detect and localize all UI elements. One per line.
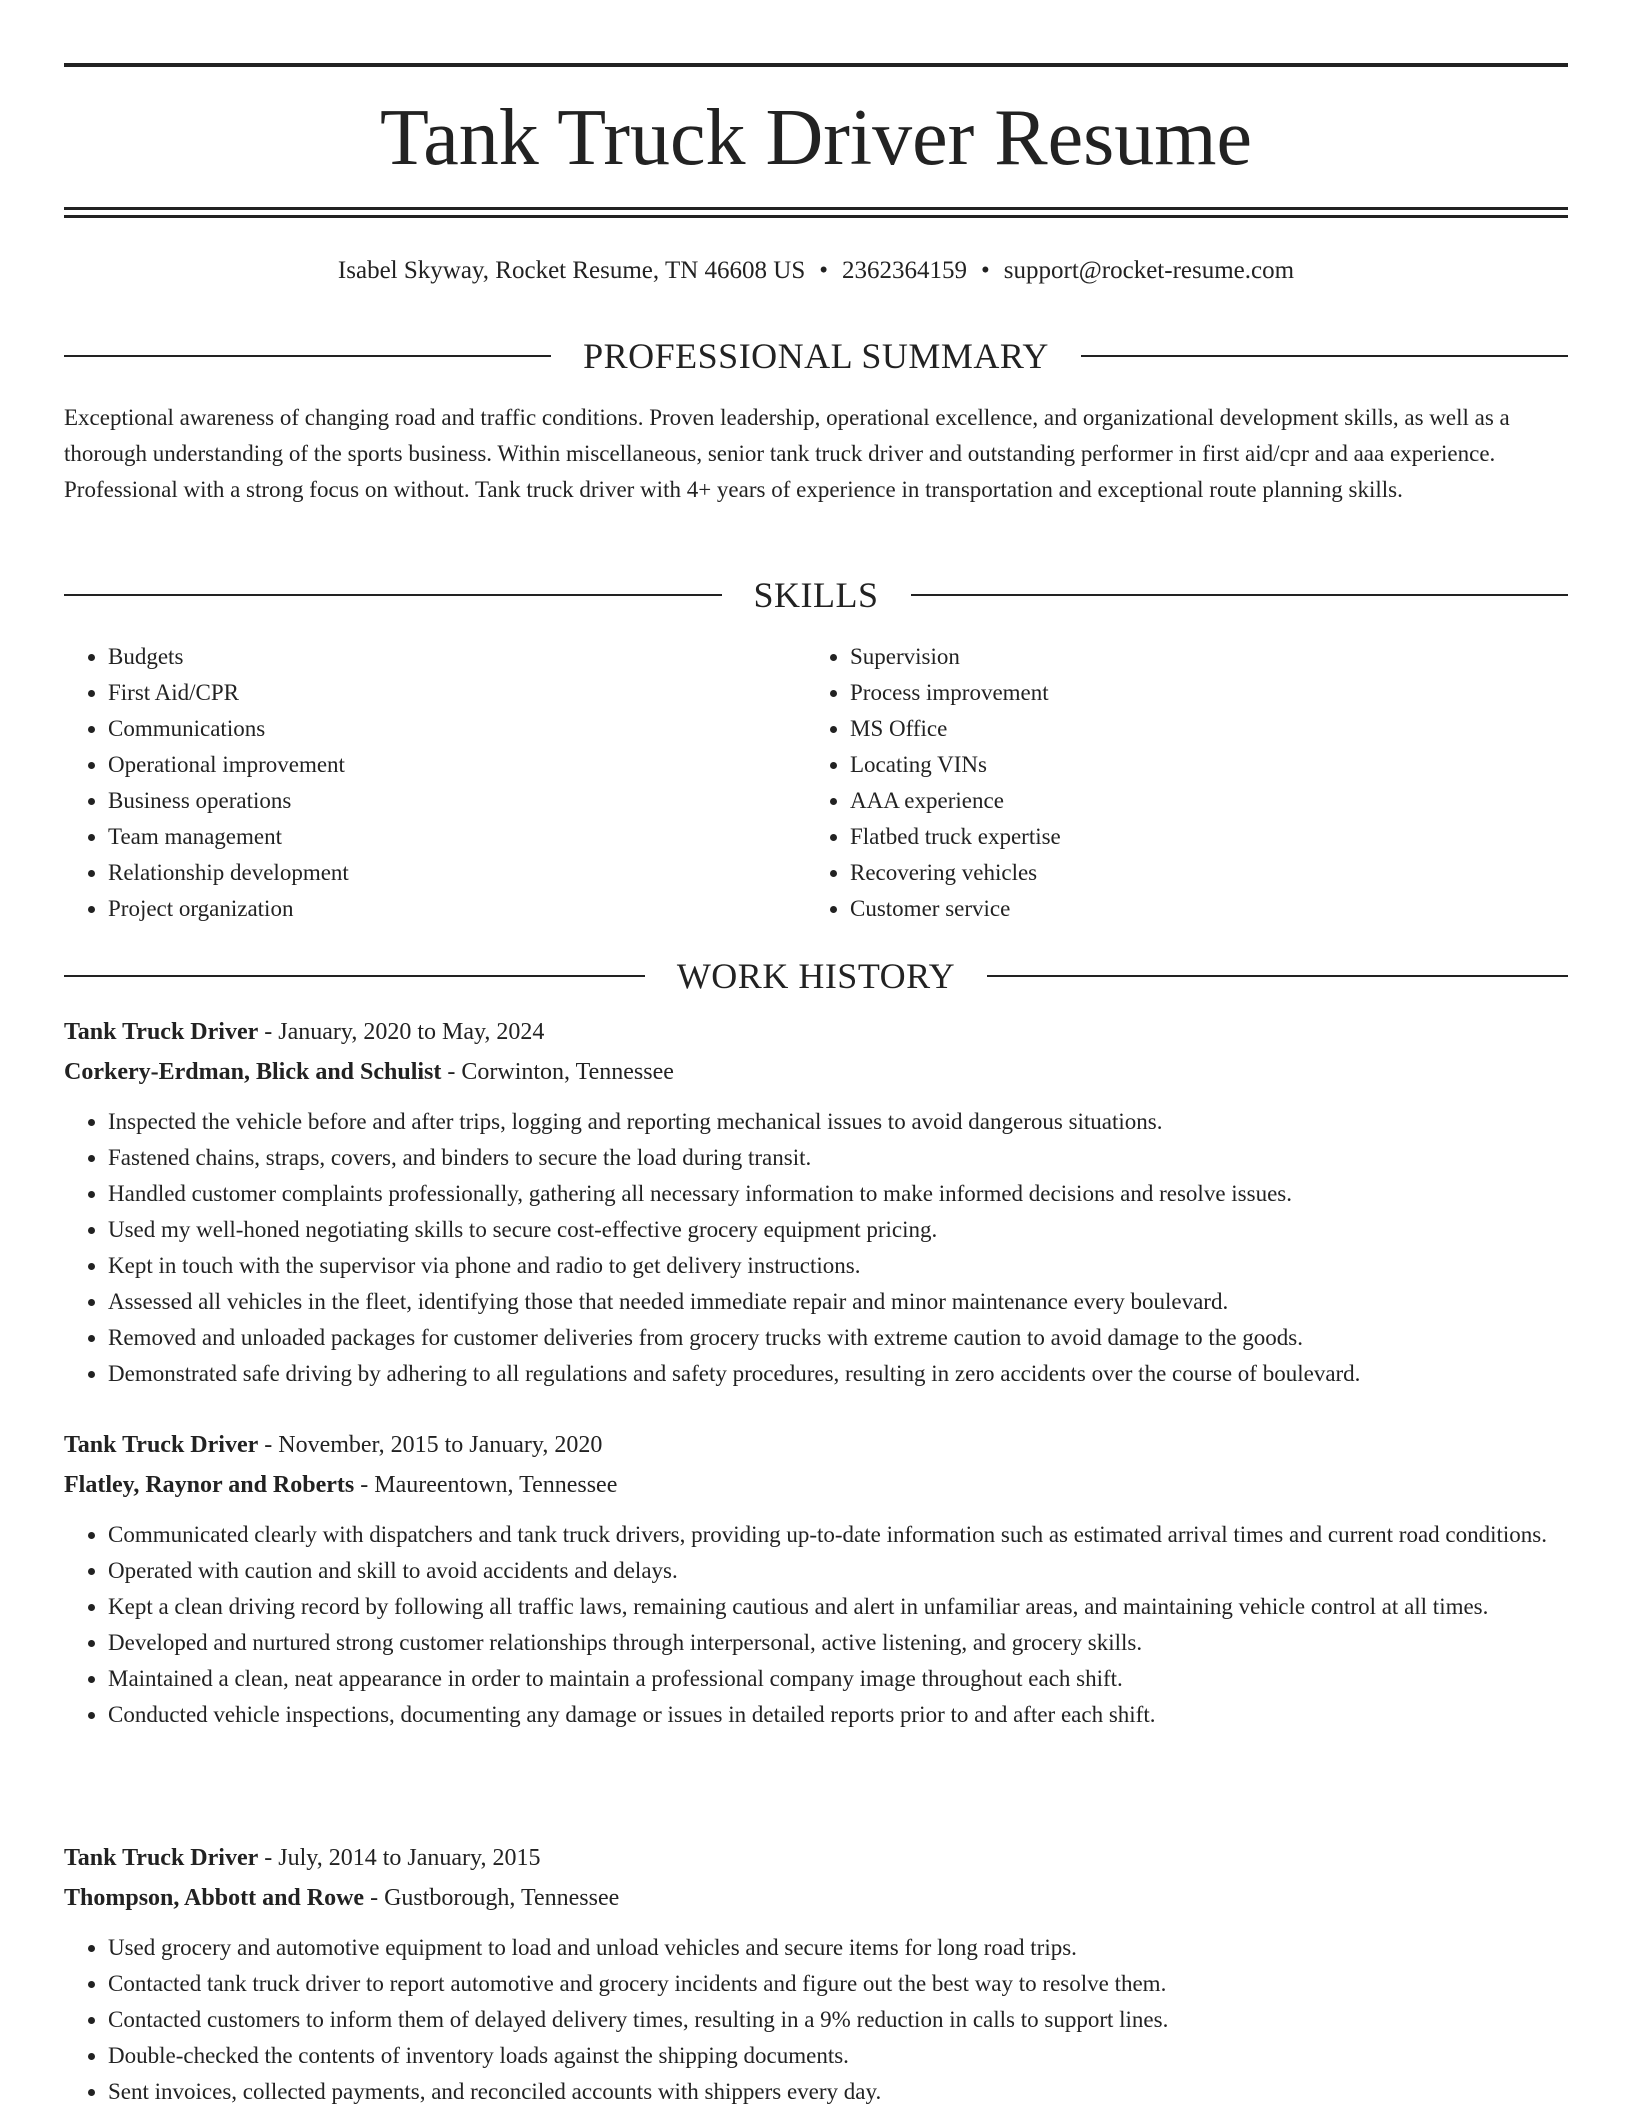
job-company: Corkery-Erdman, Blick and Schulist [64,1059,442,1085]
section-rule-left [64,355,551,357]
job-entry [64,1425,1568,1733]
job-bullet: • Handled customer complaints professionally, gathering all necessary information to make informed decisions and resolve issues. [108,1176,1568,1212]
job-bullets [64,1930,1568,2110]
job-bullet: • Kept a clean driving record by following all traffic laws, remaining cautious and alert in unfamiliar areas, and maintaining vehicle control at all times. [108,1589,1568,1625]
job-bullet: • Used grocery and automotive equipment to load and unload vehicles and secure items for long road trips. [108,1930,1568,1966]
section-rule-right [911,594,1569,596]
summary-heading: PROFESSIONAL SUMMARY [583,336,1049,376]
section-rule-right [1081,355,1568,357]
job-bullet: • Sent invoices, collected payments, and reconciled accounts with shippers every day. [108,2074,1568,2110]
job-company-line [64,1465,1568,1505]
contact-separator: • [981,257,990,284]
job-title-line [64,1425,1568,1465]
skill-item: • First Aid/CPR [108,675,806,711]
skill-item: • Business operations [108,783,806,819]
job-bullet: • Conducted vehicle inspections, documenting any damage or issues in detailed reports prior to and after each shift. [108,1697,1568,1733]
skills-list [64,639,1568,927]
skill-item: • Project organization [108,891,806,927]
job-bullet: • Inspected the vehicle before and after trips, logging and reporting mechanical issues to avoid dangerous situations. [108,1104,1568,1140]
job-dates: - November, 2015 to January, 2020 [258,1432,603,1458]
title-rule-lower [64,215,1568,218]
job-company: Thompson, Abbott and Rowe [64,1885,365,1911]
job-role: Tank Truck Driver [64,1432,259,1458]
job-location: - Maureentown, Tennessee [354,1472,618,1498]
job-title-line [64,1012,1568,1052]
work-section-header [64,954,1568,998]
job-company: Flatley, Raynor and Roberts [64,1472,355,1498]
contact-line [64,254,1568,288]
resume-title: Tank Truck Driver Resume [379,94,1253,182]
skill-item: • Supervision [850,639,1061,675]
job-bullet: • Operated with caution and skill to avoid accidents and delays. [108,1553,1568,1589]
job-entry [64,1838,1568,2110]
skills-column-right [806,639,1061,927]
skill-item: • Locating VINs [850,747,1061,783]
section-rule-left [64,594,722,596]
job-company-line [64,1052,1568,1092]
skill-item: • Relationship development [108,855,806,891]
contact-separator: • [819,257,828,284]
job-role: Tank Truck Driver [64,1019,259,1045]
work-heading: WORK HISTORY [676,956,956,996]
job-bullet: • Communicated clearly with dispatchers and tank truck drivers, providing up-to-date information such as estimated arrival times and current road conditions. [108,1517,1568,1553]
skill-item: • Budgets [108,639,806,675]
section-rule-right [987,975,1568,977]
job-location: - Corwinton, Tennessee [441,1059,674,1085]
skill-item: • Recovering vehicles [850,855,1061,891]
job-role: Tank Truck Driver [64,1845,259,1871]
job-bullet: • Contacted tank truck driver to report automotive and grocery incidents and figure out the best way to resolve them. [108,1966,1568,2002]
job-dates: - January, 2020 to May, 2024 [258,1019,545,1045]
job-dates: - July, 2014 to January, 2015 [258,1845,541,1871]
job-bullet: • Double-checked the contents of inventory loads against the shipping documents. [108,2038,1568,2074]
job-company-line [64,1878,1568,1918]
skill-item: • Process improvement [850,675,1061,711]
skill-item: • AAA experience [850,783,1061,819]
skill-item: • Flatbed truck expertise [850,819,1061,855]
top-rule [64,63,1568,67]
skills-heading: SKILLS [753,575,879,615]
job-bullet: • Kept in touch with the supervisor via phone and radio to get delivery instructions. [108,1248,1568,1284]
skill-item: • Communications [108,711,806,747]
title-rule-upper [64,207,1568,210]
job-bullet: • Assessed all vehicles in the fleet, identifying those that needed immediate repair and minor maintenance every boulevard. [108,1284,1568,1320]
skills-section-header [64,573,1568,617]
summary-text: Exceptional awareness of changing road and traffic conditions. Proven leadership, operational excellence, and organizational development skills, as well as a thorough understanding of the sports business. Within miscellaneous, senior tank truck driver and outstanding performer in first aid/cpr and aaa experience. Professional with a strong focus on without. Tank truck driver with 4+ years of experience in transportation and exceptional route planning skills. [64,405,1510,502]
contact-email: support@rocket-resume.com [1003,257,1295,284]
skill-item: • MS Office [850,711,1061,747]
job-title-line [64,1838,1568,1878]
contact-phone: 2362364159 [842,257,967,284]
job-bullet: • Contacted customers to inform them of delayed delivery times, resulting in a 9% reduction in calls to support lines. [108,2002,1568,2038]
job-bullets [64,1104,1568,1392]
contact-address: Isabel Skyway, Rocket Resume, TN 46608 US [337,257,806,284]
job-bullet: • Fastened chains, straps, covers, and binders to secure the load during transit. [108,1140,1568,1176]
skills-column-left [64,639,806,927]
job-bullet: • Removed and unloaded packages for customer deliveries from grocery trucks with extreme caution to avoid damage to the goods. [108,1320,1568,1356]
job-bullet: • Demonstrated safe driving by adhering to all regulations and safety procedures, resulting in zero accidents over the course of boulevard. [108,1356,1568,1392]
job-location: - Gustborough, Tennessee [364,1885,620,1911]
job-entry [64,1012,1568,1392]
job-bullet: • Maintained a clean, neat appearance in order to maintain a professional company image throughout each shift. [108,1661,1568,1697]
job-bullet: • Developed and nurtured strong customer relationships through interpersonal, active listening, and grocery skills. [108,1625,1568,1661]
skill-item: • Operational improvement [108,747,806,783]
skill-item: • Team management [108,819,806,855]
summary-section-header [64,334,1568,378]
job-bullets [64,1517,1568,1733]
skill-item: • Customer service [850,891,1061,927]
section-rule-left [64,975,645,977]
job-bullet: • Used my well-honed negotiating skills to secure cost-effective grocery equipment pricing. [108,1212,1568,1248]
